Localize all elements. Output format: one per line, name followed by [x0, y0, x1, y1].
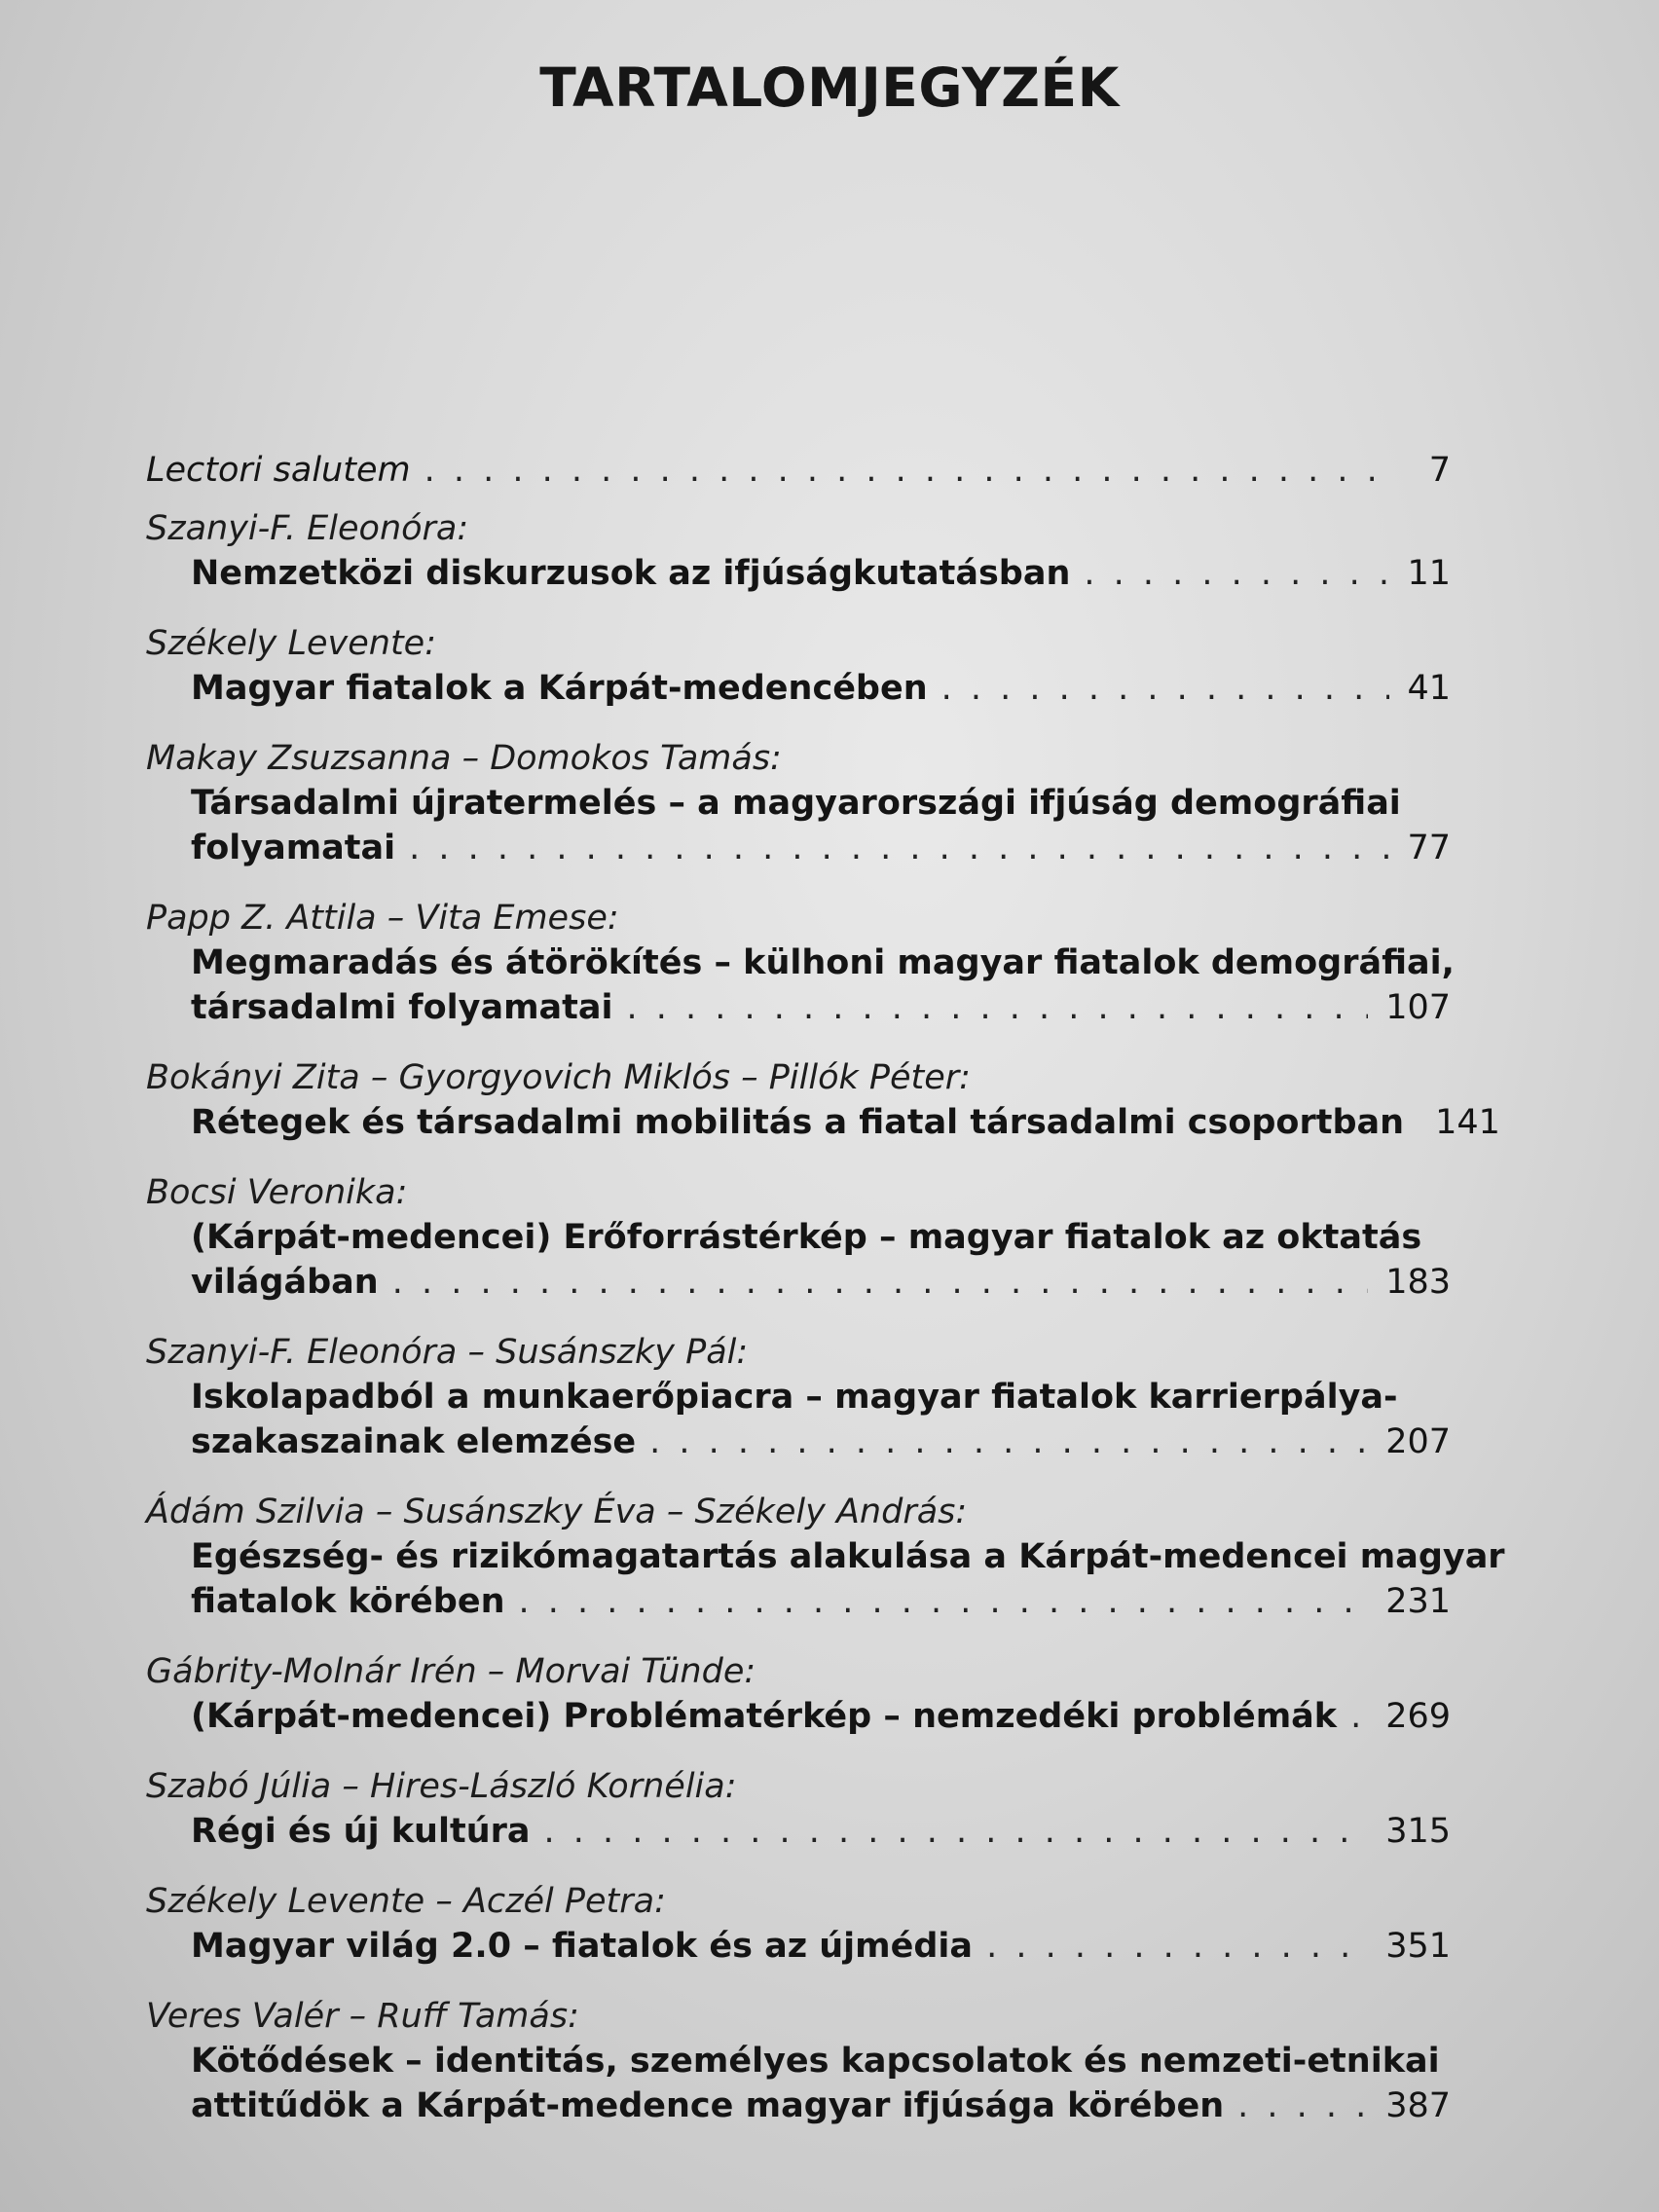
toc-entry-title: Nemzetközi diskurzusok az ifjúságkutatásban — [191, 554, 1071, 593]
toc-entry-page-number: 7 — [1428, 451, 1451, 490]
toc-entry-page-number: 107 — [1385, 988, 1451, 1027]
toc-entry-row — [146, 1260, 1451, 1305]
toc-entry[interactable] — [146, 1764, 1451, 1854]
toc-entry-row — [146, 1694, 1451, 1739]
dot-leader — [1350, 1694, 1368, 1739]
toc-entry-title-line: (Kárpát-medencei) Erőforrástérkép – magyar fiatalok az oktatás — [191, 1218, 1422, 1257]
toc-entry-author: Bokányi Zita – Gyorgyovich Miklós – Pillók Péter: — [146, 1058, 971, 1097]
toc-entry-title: társadalmi folyamatai — [191, 988, 613, 1027]
toc-entry-row — [146, 1100, 1500, 1145]
toc-entry-author: Székely Levente: — [146, 624, 436, 663]
toc-entry-title: szakaszainak elemzése — [191, 1422, 637, 1461]
dot-leader — [627, 985, 1369, 1030]
toc-entry-row — [146, 1924, 1451, 1969]
toc-entry-author: Bocsi Veronika: — [146, 1173, 408, 1212]
toc-entry-page-number: 351 — [1385, 1927, 1451, 1966]
toc-entry-author: Papp Z. Attila – Vita Emese: — [146, 899, 619, 938]
toc-entry-page-number: 183 — [1385, 1263, 1451, 1302]
dot-leader — [409, 826, 1389, 870]
dot-leader — [424, 448, 1394, 493]
toc-entry-author: Szanyi-F. Eleonóra: — [146, 509, 469, 548]
toc-entry-page-number: 387 — [1385, 2086, 1451, 2125]
toc-entry-title: fiatalok körében — [191, 1582, 505, 1621]
toc-entry-author: Gábrity-Molnár Irén – Morvai Tünde: — [146, 1652, 756, 1691]
toc-entry-page-number: 141 — [1435, 1103, 1500, 1142]
toc-entry-title: Régi és új kultúra — [191, 1812, 531, 1851]
toc-entry[interactable] — [146, 736, 1451, 870]
toc-entry-title: Magyar fiatalok a Kárpát-medencében — [191, 669, 928, 708]
dot-leader — [1084, 551, 1389, 596]
dot-leader — [519, 1579, 1369, 1624]
toc-entry-author: Veres Valér – Ruff Tamás: — [146, 1997, 579, 2036]
table-of-contents — [146, 448, 1505, 2128]
toc-entry[interactable] — [146, 621, 1451, 711]
dot-leader — [941, 666, 1390, 711]
toc-entry-page-number: 315 — [1385, 1812, 1451, 1851]
page-title: TARTALOMJEGYZÉK — [539, 56, 1120, 119]
toc-entry-row — [146, 666, 1451, 711]
toc-entry-page-number: 41 — [1407, 669, 1451, 708]
toc-entry-page-number: 269 — [1385, 1697, 1451, 1736]
toc-entry-page-number: 77 — [1407, 829, 1451, 867]
toc-entry-row — [146, 826, 1451, 870]
toc-entry-row — [146, 1809, 1451, 1854]
toc-entry-title: attitűdök a Kárpát-medence magyar ifjúsága körében — [191, 2086, 1225, 2125]
toc-entry-row — [146, 448, 1451, 493]
toc-entry-row — [146, 1419, 1451, 1464]
toc-entry-title-line: Egészség- és rizikómagatartás alakulása a Kárpát-medencei magyar — [191, 1537, 1505, 1576]
toc-entry-title: (Kárpát-medencei) Problématérkép – nemzedéki problémák — [191, 1697, 1338, 1736]
toc-entry-author: Szanyi-F. Eleonóra – Susánszky Pál: — [146, 1333, 749, 1372]
toc-entry[interactable] — [146, 1330, 1451, 1464]
toc-entry-row — [146, 1579, 1451, 1624]
dot-leader — [392, 1260, 1368, 1305]
toc-entry[interactable] — [146, 506, 1451, 596]
toc-entry[interactable] — [146, 896, 1455, 1030]
toc-entry-page-number: 207 — [1385, 1422, 1451, 1461]
toc-entry-title-line: Megmaradás és átörökítés – külhoni magyar fiatalok demográfiai, — [191, 943, 1455, 982]
toc-entry-author: Székely Levente – Aczél Petra: — [146, 1882, 666, 1921]
toc-entry[interactable] — [146, 1994, 1451, 2128]
toc-entry[interactable] — [146, 1055, 1500, 1145]
toc-entry[interactable] — [146, 1649, 1451, 1739]
toc-entry-row — [146, 985, 1451, 1030]
toc-entry[interactable] — [146, 1879, 1451, 1969]
toc-entry-title-line: Kötődések – identitás, személyes kapcsolatok és nemzeti-etnikai — [191, 2042, 1440, 2081]
toc-entry-row — [146, 551, 1451, 596]
toc-entry-author: Makay Zsuzsanna – Domokos Tamás: — [146, 739, 782, 778]
dot-leader — [986, 1924, 1368, 1969]
dot-leader — [1237, 2083, 1368, 2128]
toc-entry[interactable] — [146, 448, 1451, 493]
toc-entry-author: Szabó Júlia – Hires-László Kornélia: — [146, 1767, 737, 1806]
toc-entry-page-number: 11 — [1407, 554, 1451, 593]
toc-entry-title: világában — [191, 1263, 379, 1302]
toc-entry-title: folyamatai — [191, 829, 396, 867]
toc-entry[interactable] — [146, 1170, 1451, 1305]
toc-entry-author: Ádám Szilvia – Susánszky Éva – Székely András: — [146, 1493, 968, 1531]
toc-entry[interactable] — [146, 1490, 1505, 1624]
dot-leader — [649, 1419, 1368, 1464]
toc-entry-title: Magyar világ 2.0 – fiatalok és az újmédia — [191, 1927, 974, 1966]
toc-entry-title: Lectori salutem — [146, 451, 411, 490]
toc-entry-title: Rétegek és társadalmi mobilitás a fiatal társadalmi csoportban — [191, 1103, 1405, 1142]
toc-entry-title-line: Iskolapadból a munkaerőpiacra – magyar fiatalok karrierpálya- — [191, 1378, 1398, 1417]
toc-entry-title-line: Társadalmi újratermelés – a magyarországi ifjúság demográfiai — [191, 784, 1401, 823]
toc-entry-page-number: 231 — [1385, 1582, 1451, 1621]
toc-entry-row — [146, 2083, 1451, 2128]
dot-leader — [544, 1809, 1369, 1854]
